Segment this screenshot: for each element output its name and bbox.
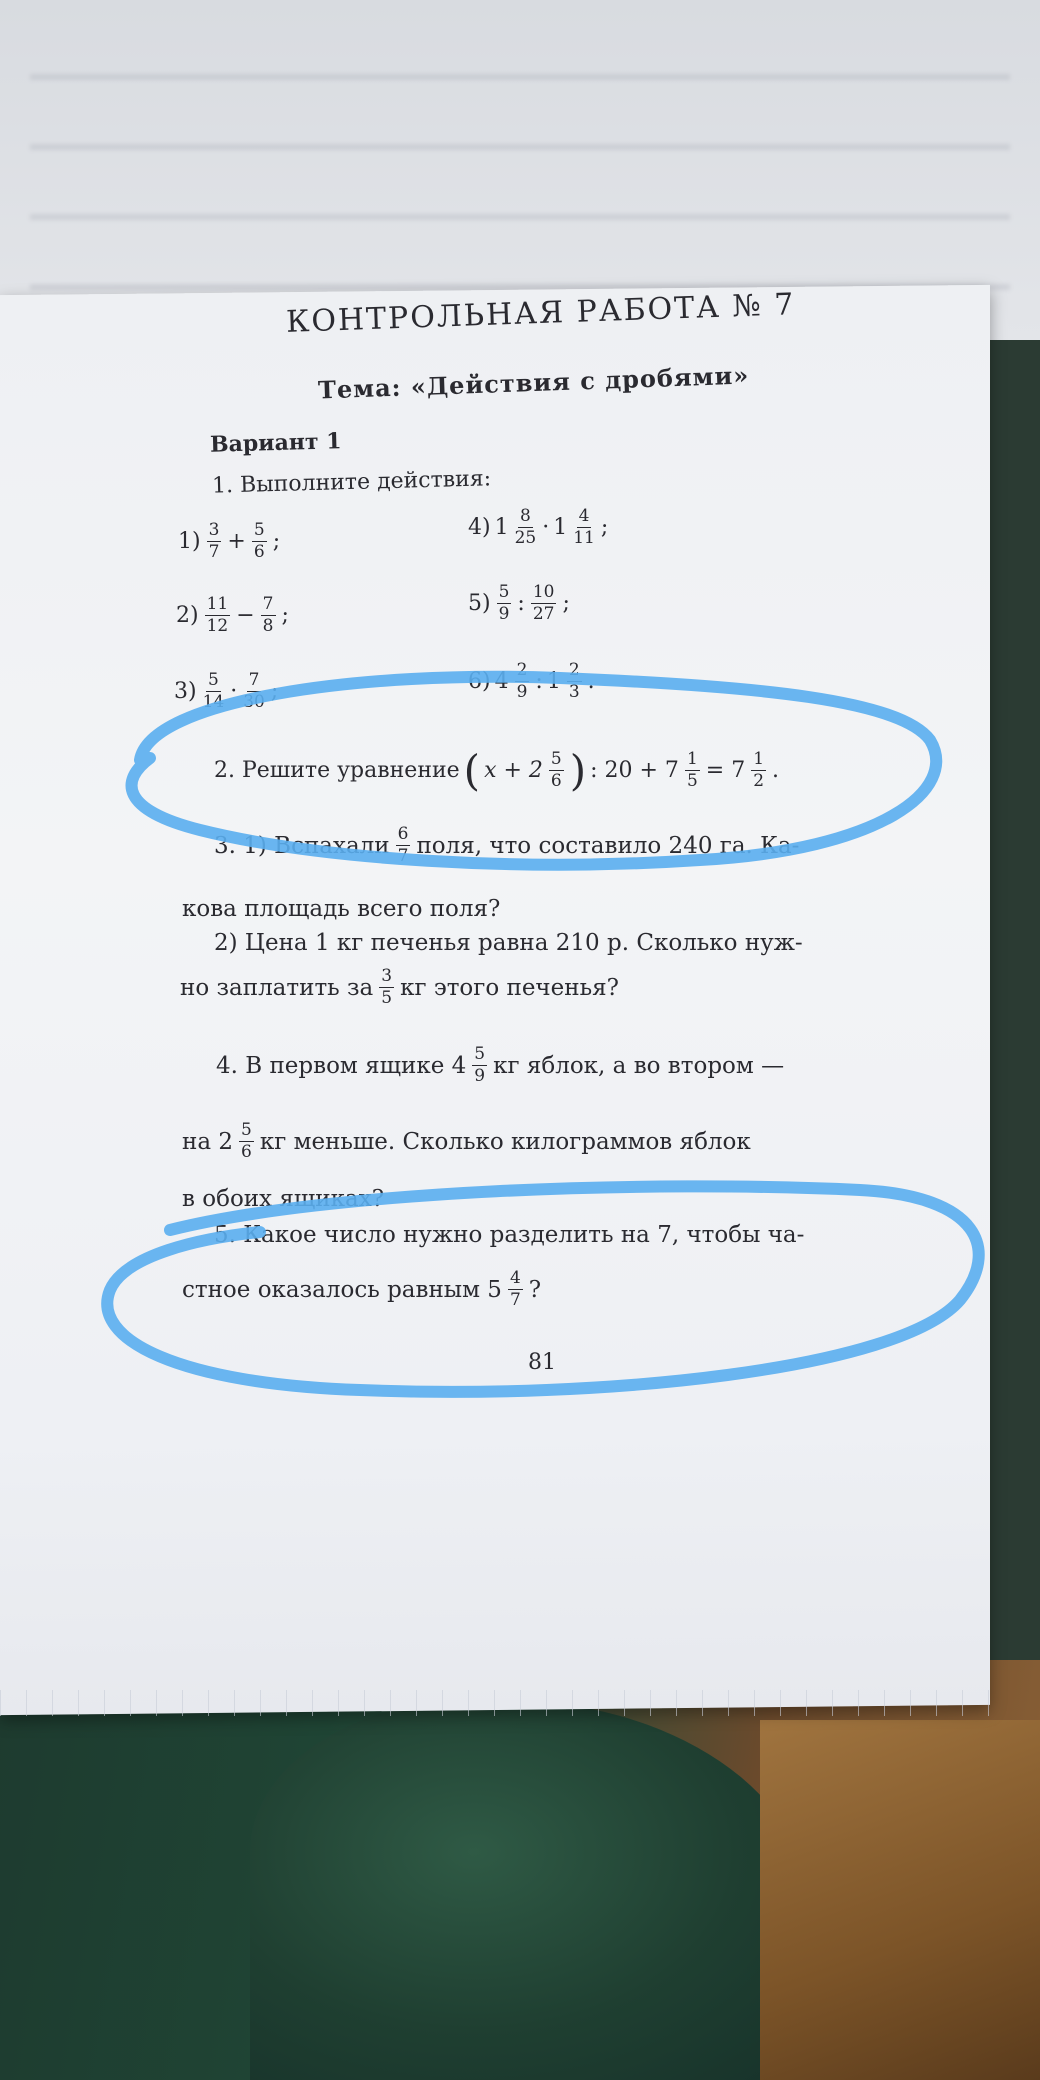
fraction: $\frac{5}{6}$ xyxy=(550,749,562,791)
fraction: $\frac{5}{9}$ xyxy=(498,582,510,624)
exercise-6: 6) 4 $\frac{2}{9}$ : 1 $\frac{2}{3}$ . xyxy=(468,660,595,702)
exercise-label: 6) xyxy=(468,669,491,694)
fraction: $\frac{3}{7}$ xyxy=(208,520,220,562)
fraction: $\frac{11}{12}$ xyxy=(206,594,229,636)
fraction: $\frac{7}{30}$ xyxy=(243,670,265,712)
task4-line2: на 2 $\frac{5}{6}$ кг меньше. Сколько килограммов яблок xyxy=(182,1120,751,1162)
fraction: $\frac{2}{3}$ xyxy=(568,660,580,702)
task2-equation: 2. Решите уравнение ( x + 2 $\frac{5}{6}$ ) : 20 + 7 $\frac{1}{5}$ = 7 $\frac{1}{2}$ . xyxy=(214,746,780,795)
fraction: $\frac{7}{8}$ xyxy=(262,594,274,636)
exercise-label: 1) xyxy=(178,529,201,554)
task5-line1: 5. Какое число нужно разделить на 7, чтобы ча- xyxy=(214,1222,805,1248)
task4-line3: в обоих ящиках? xyxy=(182,1186,385,1212)
operator: : xyxy=(517,591,525,616)
fraction: $\frac{5}{14}$ xyxy=(202,670,225,712)
fraction: $\frac{4}{7}$ xyxy=(509,1268,521,1310)
task1-heading: 1. Выполните действия: xyxy=(211,466,492,499)
operator: + xyxy=(227,529,246,554)
fraction: $\frac{5}{6}$ xyxy=(241,1120,252,1162)
operator: · xyxy=(230,679,238,704)
variant-label: Вариант 1 xyxy=(209,428,342,458)
fraction: $\frac{3}{5}$ xyxy=(381,966,393,1008)
fraction: $\frac{8}{25}$ xyxy=(514,506,537,548)
fraction: $\frac{10}{27}$ xyxy=(532,582,555,624)
task3-line4: но заплатить за $\frac{3}{5}$ кг этого печенья? xyxy=(180,966,619,1008)
exercise-label: 2) xyxy=(176,603,199,628)
fraction: $\frac{5}{6}$ xyxy=(253,520,265,562)
exercise-2: 2) $\frac{11}{12}$ − $\frac{7}{8}$ ; xyxy=(176,594,289,636)
exercise-1: 1) $\frac{3}{7}$ + $\frac{5}{6}$ ; xyxy=(178,520,281,562)
task3-line3: 2) Цена 1 кг печенья равна 210 р. Сколько нуж- xyxy=(214,930,803,956)
exercise-4: 4) 1 $\frac{8}{25}$ · 1 $\frac{4}{11}$ ; xyxy=(468,506,609,548)
task3-line2: кова площадь всего поля? xyxy=(182,896,501,922)
exercise-label: 3) xyxy=(174,679,197,704)
fraction: $\frac{5}{9}$ xyxy=(474,1044,486,1086)
fraction: $\frac{2}{9}$ xyxy=(516,660,528,702)
bleed-through-text xyxy=(30,40,1010,300)
operator: − xyxy=(236,603,255,628)
fraction: $\frac{6}{7}$ xyxy=(397,824,409,866)
page-subtitle: Тема: «Действия с дробями» xyxy=(317,360,750,405)
fraction: $\frac{4}{11}$ xyxy=(573,506,595,548)
page-number: 81 xyxy=(528,1350,556,1375)
task5-line2: стное оказалось равным 5 $\frac{4}{7}$ ? xyxy=(182,1268,542,1310)
exercise-label: 4) xyxy=(468,515,491,540)
exercise-label: 5) xyxy=(468,591,491,616)
page-title: КОНТРОЛЬНАЯ РАБОТА № 7 xyxy=(285,287,796,340)
operator: : xyxy=(535,669,543,694)
task4-line1: 4. В первом ящике 4 $\frac{5}{9}$ кг яблок, а во втором — xyxy=(216,1044,785,1086)
exercise-5: 5) $\frac{5}{9}$ : $\frac{10}{27}$ ; xyxy=(468,582,570,624)
task3-line1: 3. 1) Вспахали $\frac{6}{7}$ поля, что составило 240 га. Ка- xyxy=(214,824,800,866)
fraction: $\frac{1}{5}$ xyxy=(686,749,698,791)
operator: · xyxy=(542,515,550,540)
fraction: $\frac{1}{2}$ xyxy=(753,749,765,791)
wooden-table-edge xyxy=(760,1720,1040,2080)
exercise-3: 3) $\frac{5}{14}$ · $\frac{7}{30}$ ; xyxy=(174,670,279,712)
graph-paper-edge xyxy=(0,1690,1000,1716)
